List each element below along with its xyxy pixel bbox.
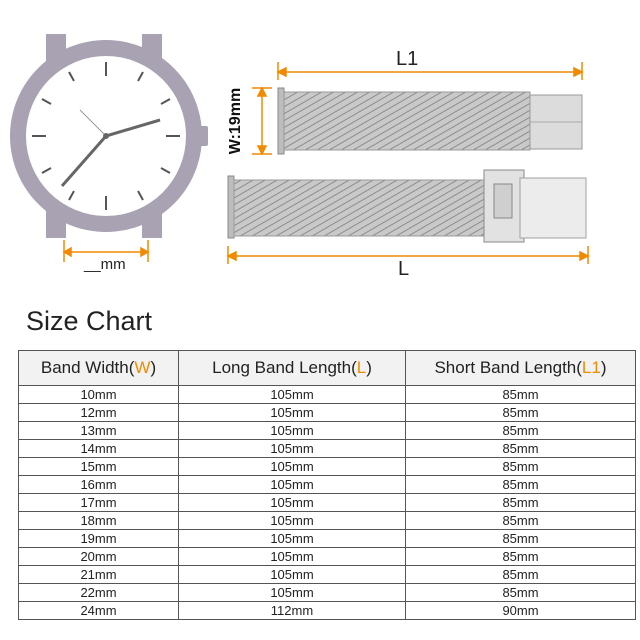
cell-band-width: 19mm xyxy=(19,530,179,548)
cell-long-length: 105mm xyxy=(179,404,406,422)
watch-crown xyxy=(196,126,208,146)
cell-band-width: 14mm xyxy=(19,440,179,458)
cell-long-length: 105mm xyxy=(179,494,406,512)
cell-long-length: 105mm xyxy=(179,566,406,584)
cell-short-length: 85mm xyxy=(406,584,636,602)
cell-band-width: 13mm xyxy=(19,422,179,440)
cell-band-width: 22mm xyxy=(19,584,179,602)
cell-band-width: 12mm xyxy=(19,404,179,422)
cell-band-width: 24mm xyxy=(19,602,179,620)
cell-short-length: 85mm xyxy=(406,512,636,530)
cell-long-length: 105mm xyxy=(179,530,406,548)
cell-band-width: 18mm xyxy=(19,512,179,530)
lug-width-label: __mm xyxy=(84,256,126,273)
table-row xyxy=(19,566,636,584)
header-key-l: L xyxy=(356,358,367,377)
cell-long-length: 105mm xyxy=(179,512,406,530)
cell-band-width: 15mm xyxy=(19,458,179,476)
header-short-band-length: Short Band Length(L1) xyxy=(406,351,636,386)
cell-short-length: 85mm xyxy=(406,476,636,494)
size-chart-title: Size Chart xyxy=(26,306,153,336)
band-width-label: W:19mm xyxy=(227,87,244,155)
cell-band-width: 10mm xyxy=(19,386,179,404)
table-row xyxy=(19,404,636,422)
table-row xyxy=(19,440,636,458)
cell-band-width: 16mm xyxy=(19,476,179,494)
table-row xyxy=(19,602,636,620)
cell-long-length: 105mm xyxy=(179,440,406,458)
cell-short-length: 85mm xyxy=(406,386,636,404)
header-key-l1: L1 xyxy=(581,358,601,377)
cell-band-width: 21mm xyxy=(19,566,179,584)
cell-short-length: 85mm xyxy=(406,566,636,584)
cell-long-length: 105mm xyxy=(179,548,406,566)
cell-band-width: 20mm xyxy=(19,548,179,566)
cell-short-length: 85mm xyxy=(406,494,636,512)
table-row xyxy=(19,530,636,548)
header-band-width: Band Width(W) xyxy=(19,351,179,386)
watch-illustration xyxy=(10,34,208,238)
cell-short-length: 85mm xyxy=(406,404,636,422)
cell-short-length: 85mm xyxy=(406,530,636,548)
cell-short-length: 85mm xyxy=(406,548,636,566)
long-band xyxy=(228,170,586,242)
l-label: L xyxy=(398,258,410,280)
cell-band-width: 17mm xyxy=(19,494,179,512)
l1-label: L1 xyxy=(396,48,419,70)
cell-short-length: 85mm xyxy=(406,440,636,458)
diagram-svg xyxy=(0,0,640,300)
cell-short-length: 85mm xyxy=(406,422,636,440)
cell-long-length: 112mm xyxy=(179,602,406,620)
table-row xyxy=(19,584,636,602)
cell-long-length: 105mm xyxy=(179,386,406,404)
size-chart-header-row xyxy=(19,351,636,386)
cell-long-length: 105mm xyxy=(179,584,406,602)
table-row xyxy=(19,476,636,494)
cell-long-length: 105mm xyxy=(179,476,406,494)
cell-long-length: 105mm xyxy=(179,458,406,476)
table-row xyxy=(19,548,636,566)
table-row xyxy=(19,458,636,476)
table-row xyxy=(19,494,636,512)
header-long-band-length: Long Band Length(L) xyxy=(179,351,406,386)
product-diagram xyxy=(0,0,640,300)
cell-short-length: 90mm xyxy=(406,602,636,620)
size-chart-table xyxy=(18,350,636,620)
short-band xyxy=(278,88,582,154)
table-row xyxy=(19,512,636,530)
cell-long-length: 105mm xyxy=(179,422,406,440)
l1-dimension xyxy=(278,62,582,80)
width-dimension xyxy=(252,88,272,154)
header-key-w: W xyxy=(134,358,151,377)
cell-short-length: 85mm xyxy=(406,458,636,476)
table-row xyxy=(19,386,636,404)
table-row xyxy=(19,422,636,440)
